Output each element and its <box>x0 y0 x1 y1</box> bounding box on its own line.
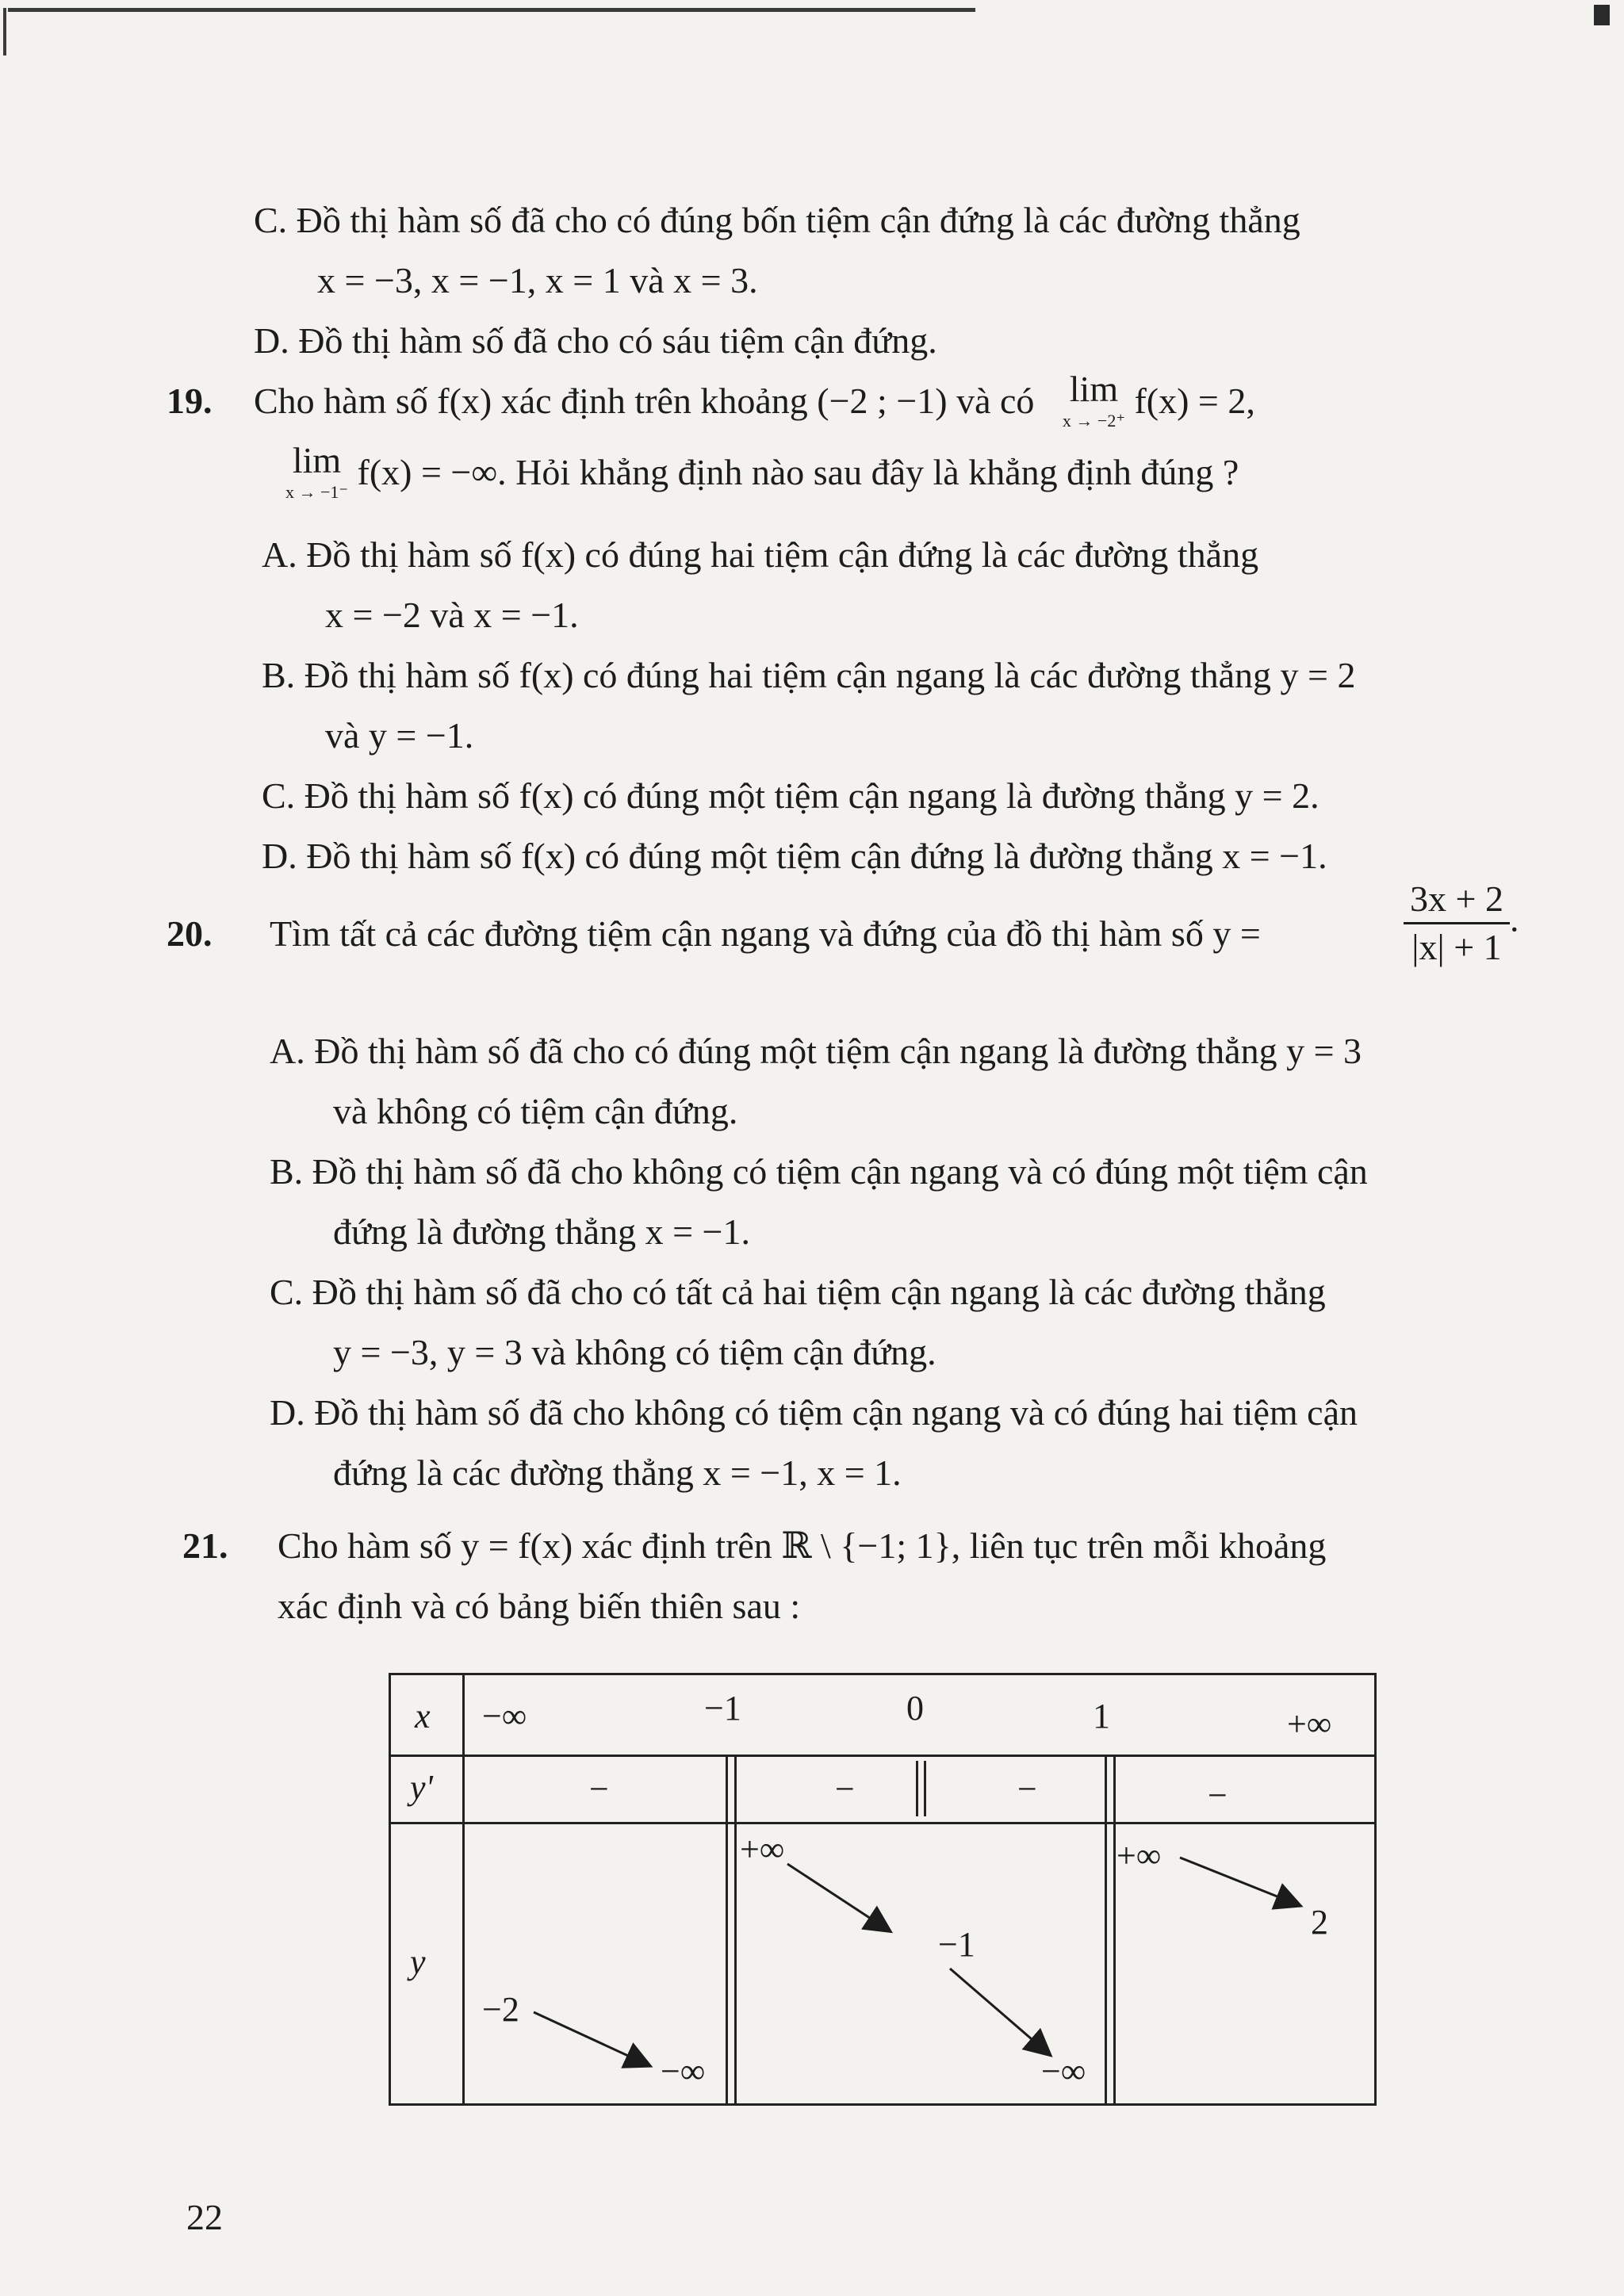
y-value-right-of-1: +∞ <box>1116 1836 1162 1875</box>
x-value-neg-inf: −∞ <box>482 1697 527 1735</box>
q19-option-b-line1: B. Đồ thị hàm số f(x) có đúng hai tiệm cận ngang là các đường thẳng y = 2 <box>262 655 1356 695</box>
q19-limit-2-expr: f(x) = −∞. Hỏi khẳng định nào sau đây là khẳng định đúng ? <box>357 452 1239 492</box>
row-label-y-prime: y' <box>410 1768 433 1807</box>
q20-option-d-line2: đứng là các đường thẳng x = −1, x = 1. <box>333 1452 902 1493</box>
q19-stem-line1 <box>254 371 1255 431</box>
q19-limit-1-word: lim <box>1069 369 1119 409</box>
row-label-y: y <box>410 1942 426 1981</box>
q20-fraction-body <box>1404 876 1510 970</box>
y-value-right-of-minus-1: +∞ <box>740 1830 785 1869</box>
q19-option-a-line2: x = −2 và x = −1. <box>325 595 579 635</box>
q20-fraction-numerator: 3x + 2 <box>1404 876 1510 924</box>
row-label-x: x <box>415 1697 431 1735</box>
x-value-0: 0 <box>906 1689 924 1728</box>
variation-arrows <box>391 1675 1374 2103</box>
q20-option-c-line1: C. Đồ thị hàm số đã cho có tất cả hai tiệm cận ngang là các đường thẳng <box>270 1272 1326 1312</box>
q19-number: 19. <box>167 381 213 421</box>
arrow-decreasing-3 <box>950 1969 1049 2054</box>
page-border-top <box>8 8 975 12</box>
q20-option-b-line1: B. Đồ thị hàm số đã cho không có tiệm cận ngang và có đúng một tiệm cận <box>270 1151 1368 1192</box>
q20-stem: Tìm tất cả các đường tiệm cận ngang và đứng của đồ thị hàm số y = <box>270 913 1261 954</box>
y-value-left-of-minus-1: −∞ <box>661 2052 706 2091</box>
q18-option-c-line2: x = −3, x = −1, x = 1 và x = 3. <box>317 260 758 300</box>
q20-fraction <box>1404 876 1519 970</box>
q19-limit-1-sub: x → −2⁺ <box>1062 411 1125 430</box>
page-number: 22 <box>186 2197 223 2237</box>
q19-option-d: D. Đồ thị hàm số f(x) có đúng một tiệm cận đứng là đường thẳng x = −1. <box>262 836 1327 876</box>
q20-option-a-line1: A. Đồ thị hàm số đã cho có đúng một tiệm cận ngang là đường thẳng y = 3 <box>270 1031 1362 1071</box>
q20-fraction-denominator: |x| + 1 <box>1411 926 1502 967</box>
x-value-minus-1: −1 <box>704 1689 741 1728</box>
q19-option-a-line1: A. Đồ thị hàm số f(x) có đúng hai tiệm cận đứng là các đường thẳng <box>262 534 1259 575</box>
q19-limit-1-expr: f(x) = 2, <box>1134 381 1255 421</box>
q21-stem-line1: Cho hàm số y = f(x) xác định trên ℝ \ {−1; 1}, liên tục trên mỗi khoảng <box>278 1525 1327 1566</box>
y-prime-sign-4: − <box>1208 1776 1228 1815</box>
q20-number: 20. <box>167 913 213 954</box>
q18-option-d: D. Đồ thị hàm số đã cho có sáu tiệm cận đứng. <box>254 320 937 361</box>
x-value-1: 1 <box>1093 1697 1110 1735</box>
q19-stem-text: Cho hàm số f(x) xác định trên khoảng (−2 ; −1) và có <box>254 381 1035 421</box>
y-prime-sign-3: − <box>1017 1770 1037 1808</box>
q20-option-b-line2: đứng là đường thẳng x = −1. <box>333 1211 750 1252</box>
q20-option-c-line2: y = −3, y = 3 và không có tiệm cận đứng. <box>333 1332 936 1372</box>
q20-fraction-end: . <box>1509 898 1519 939</box>
q21-stem-line2: xác định và có bảng biến thiên sau : <box>278 1586 801 1626</box>
q19-stem-line2 <box>285 442 1239 503</box>
x-value-pos-inf: +∞ <box>1287 1705 1332 1743</box>
q19-option-b-line2: và y = −1. <box>325 715 474 756</box>
variation-table <box>389 1673 1377 2106</box>
y-prime-sign-1: − <box>589 1770 609 1808</box>
arrow-decreasing-2 <box>787 1864 889 1931</box>
page-border-left <box>3 8 6 55</box>
y-value-end: 2 <box>1311 1903 1328 1942</box>
q20-option-a-line2: và không có tiệm cận đứng. <box>333 1091 738 1131</box>
arrow-decreasing-4 <box>1180 1858 1299 1905</box>
y-prime-sign-2: − <box>835 1770 855 1808</box>
q19-option-c: C. Đồ thị hàm số f(x) có đúng một tiệm cận ngang là đường thẳng y = 2. <box>262 775 1320 816</box>
y-value-left-of-1: −∞ <box>1041 2052 1086 2091</box>
q19-limit-2-word: lim <box>292 440 342 480</box>
q19-limit-2 <box>285 442 348 501</box>
q21-number: 21. <box>182 1525 228 1566</box>
y-value-start: −2 <box>482 1990 519 2029</box>
q19-limit-2-sub: x → −1⁻ <box>285 482 349 502</box>
q20-option-d-line1: D. Đồ thị hàm số đã cho không có tiệm cận ngang và có đúng hai tiệm cận <box>270 1392 1358 1433</box>
y-value-at-0: −1 <box>938 1925 975 1964</box>
q19-limit-1 <box>1063 371 1125 430</box>
corner-mark <box>1594 5 1610 25</box>
q18-option-c-line1: C. Đồ thị hàm số đã cho có đúng bốn tiệm cận đứng là các đường thẳng <box>254 200 1300 240</box>
arrow-decreasing-1 <box>534 2012 649 2065</box>
